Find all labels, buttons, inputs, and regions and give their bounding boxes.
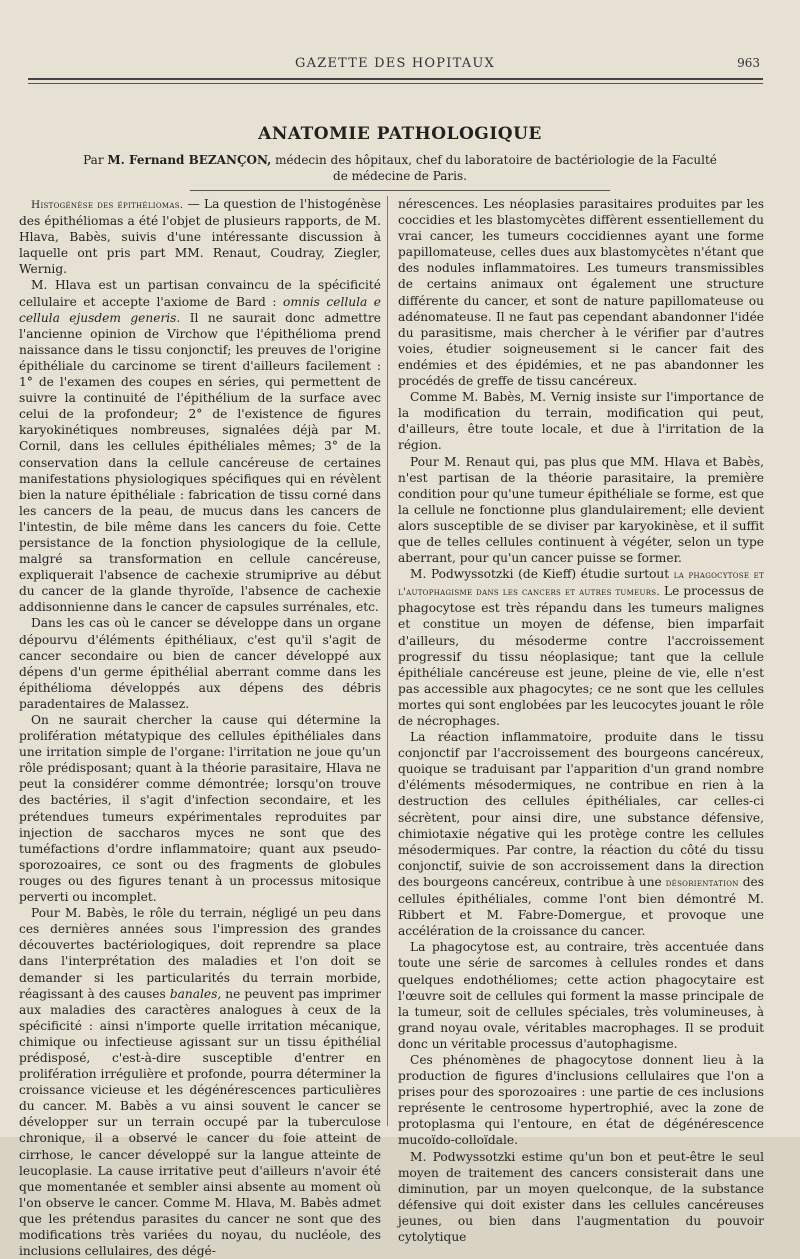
article-title: ANATOMIE PATHOLOGIQUE — [258, 124, 542, 144]
paragraph-text: des cellules épithéliales, comme l'ont bien démontré M. Ribbert et M. Fabre-Domergue, et provoque une accélération de la croissance du cancer. — [398, 874, 764, 939]
smallcaps-term: désorientation — [665, 876, 739, 889]
paragraph-text: M. Hlava est un partisan convaincu de la spécificité cellulaire et accepte l'axiome de Bard : — [19, 278, 381, 309]
paragraph-text: Pour M. Babès, le rôle du terrain, négligé un peu dans ces dernières années sous l'impression des grandes découvertes bactériologiques, doit reprendre sa place dans l'interprétation des maladies et l'on doit se demander si les particularités du terrain morbide, réagissant à des causes — [19, 906, 381, 1001]
byline-prefix: Par — [83, 153, 108, 167]
byline — [80, 152, 720, 184]
author-name: M. Fernand BEZANÇON, — [107, 153, 272, 167]
column-divider — [387, 196, 388, 1126]
section-lead: Histogénèse des épithéliomas. — [31, 199, 184, 211]
paragraph: nérescences. Les néoplasies parasitaires produites par les coccidies et les blastomycètes diffèrent essentiellement du vrai cancer, les tumeurs coccidiennes ayant une forme papillomateuse, celles dues aux blastomycètes n'étant que des nodules inflammatoires. Les tumeurs transmissibles de certains animaux ont également une structure différente du cancer, et sont de nature papillomateuse ou adénomateuse. Il ne faut pas cependant abandonner l'idée du parasitisme, mais chercher à le vérifier par d'autres voies, étudier soigneusement si le cancer fait des endémies et des épidémies, et ne pas abandonner les procédés de greffe de tissu cancéreux. — [398, 197, 764, 389]
paragraph-text: — La question de l'histogénèse des épithéliomas a été l'objet de plusieurs rapports, de M. Hlava, Babès, suivis d'une intéressante discussion à laquelle ont pris part MM. Renaut, Coudray, Ziegler, Wernig. — [19, 197, 381, 277]
paragraph: Comme M. Babès, M. Vernig insiste sur l'importance de la modification du terrain, modification qui peut, d'ailleurs, être toute locale, et due à l'irritation de la région. — [398, 390, 764, 453]
running-title: GAZETTE DES HOPITAUX — [295, 56, 495, 71]
paragraph: Ces phénomènes de phagocytose donnent lieu à la production de figures d'inclusions cellulaires que l'on a prises pour des sporozoaires : une partie de ces inclusions représente le centrosome hypertrophié, avec la zone de protoplasma qui l'entoure, en état de dégénérescence mucoïdo-colloïdale. — [398, 1052, 764, 1148]
right-column — [398, 196, 764, 1245]
paragraph-text: Le processus de phagocytose est très répandu dans les tumeurs malignes et constitue un moyen de défense, bien imparfait d'ailleurs, du mésoderme contre l'accroissement progressif du tissu néoplasique; tant que la cellule épithéliale cancéreuse est jeune, pleine de vie, elle n'est pas accessible aux phagocytes; ce ne sont que les cellules mortes qui sont englobées par les leucocytes jouant le rôle de nécrophages. — [398, 584, 764, 728]
paragraph — [19, 196, 381, 277]
paragraph: On ne saurait chercher la cause qui détermine la prolifération métatypique des cellules épithéliales dans une irritation simple de l'organe: l'irritation ne joue qu'un rôle prédisposant; quant à la théorie parasitaire, Hlava ne peut la considérer comme démontrée; lorsqu'on trouve des bactéries, il s'agit d'infection secondaire, et les prétendues tumeurs expérimentales reproduites par injection de saccharos myces ne sont que des tuméfactions d'ordre inflammatoire; quant aux pseudo-sporozoaires, ce sont ou des fragments de globules rouges ou des figures tenant à un processus mitosique perverti ou incomplet. — [19, 713, 381, 905]
paragraph-text: M. Podwyssotzki (de Kieff) étudie surtout — [410, 567, 674, 582]
left-column — [19, 196, 381, 1259]
paragraph-text: ne peuvent pas imprimer aux maladies des caractères analogues à ceux de la spécificité : ainsi n'importe quelle irritation mécanique, chimique ou infectieuse agissant sur un tissu épithélial prédisposé, c'est-à-dire susceptible d'entrer en prolifération irrégulière et profonde, pourra déterminer la croissance vicieuse et les dégénérescences particulières du cancer. M. Babès a vu ainsi souvent le cancer se développer sur un terrain occupé par la tuberculose chronique, il a observé le cancer du foie atteint de cirrhose, le cancer développé sur la langue atteinte de leucoplasie. La cause irritative peut d'ailleurs n'avoir été que momentanée et sembler ainsi absente au moment où l'on observe le cancer. Comme M. Hlava, M. Babès admet que les prétendus parasites du cancer ne sont que des modifications très variées du noyau, du nucléole, des inclusions cellulaires, des dégé- — [19, 986, 381, 1259]
paragraph: M. Podwyssotzki estime qu'un bon et peut-être le seul moyen de traitement des cancers consisterait dans une diminution, par un moyen quelconque, de la substance défensive qui doit exister dans les cellules cancéreuses jeunes, ou bien dans l'augmentation du pouvoir cytolytique — [398, 1149, 764, 1244]
latin-axiom: omnis cellula e cellula ejusdem generis. — [19, 294, 381, 325]
byline-affiliation: médecin des hôpitaux, chef du laboratoire de bactériologie de la Faculté de médecine de Paris. — [271, 153, 717, 183]
paragraph: La phagocytose est, au contraire, très accentuée dans toute une série de sarcomes à cellules rondes et dans quelques endothéliomes; cette action phagocytaire est l'œuvre soit de cellules qui forment la masse principale de la tumeur, soit de cellules spéciales, très volumineuses, à grand noyau ovale, véritables macrophages. Il se produit donc un véritable processus d'autophagisme. — [398, 940, 764, 1051]
byline-rule — [190, 190, 610, 191]
smallcaps-topic: la phagocytose et l'autophagisme dans les cancers et autres tumeurs. — [398, 569, 765, 599]
paragraph-text: La réaction inflammatoire, produite dans le tissu conjonctif par l'accroissement des bourgeons cancéreux, quoique se traduisant par l'apparition d'un grand nombre d'éléments mésodermiques, ne contribue en rien à la destruction des cellules épithéliales, car celles-ci sécrètent, pour ainsi dire, une substance défensive, chimiotaxie négative qui les protège contre les cellules mésodermiques. Par contre, la réaction du côté du tissu conjonctif, suivie de son accroissement dans la direction des bourgeons cancéreux, contribue à une — [398, 730, 764, 889]
header-rule-thick — [28, 78, 763, 80]
running-header — [30, 56, 760, 80]
paragraph — [398, 729, 764, 939]
page-number: 963 — [737, 56, 760, 70]
paragraph: Dans les cas où le cancer se développe dans un organe dépourvu d'éléments épithéliaux, c'est qu'il s'agit de cancer secondaire ou bien de cancer développé aux dépens d'un germe épithélial aberrant comme dans les épithélioma développés aux dépens des débris paradentaires de Malassez. — [19, 616, 381, 711]
paragraph — [398, 566, 764, 729]
paragraph — [19, 277, 381, 615]
paragraph — [19, 905, 381, 1259]
header-rule-thin — [28, 83, 763, 84]
paragraph: Pour M. Renaut qui, pas plus que MM. Hlava et Babès, n'est partisan de la théorie parasitaire, la première condition pour qu'une tumeur épithéliale se forme, est que la cellule ne fonctionne plus glandulairement; elle devient alors susceptible de se diviser par karyokinèse, et il suffit que de telles cellules continuent à végéter, selon un type aberrant, pour qu'un cancer puisse se former. — [398, 454, 764, 566]
paragraph-text: Il ne saurait donc admettre l'ancienne opinion de Virchow que l'épithélioma prend naissance dans le tissu conjonctif; les preuves de l'origine épithéliale du carcinome se tirent d'ailleurs facilement : 1° de l'examen des coupes en séries, qui permettent de suivre la continuité de l'épithélium de la surface avec celui de la profondeur; 2° de l'existence de figures karyokinétiques nombreuses, signalées déjà par M. Cornil, dans les cellules épithéliales mêmes; 3° de la conservation dans la cellule cancéreuse de certaines manifestations physiologiques spécifiques qui en révèlent bien la nature épithéliale : fabrication de tissu corné dans les cancers de la peau, de mucus dans les cancers de l'intestin, de bile même dans les cancers du foie. Cette persistance de la fonction physiologique de la cellule, malgré sa transformation en cellule cancéreuse, expliquerait l'absence de cachexie strumiprive au début du cancer de la glande thyroïde, l'absence de cachexie addisonnienne dans le cancer de capsules surrénales, etc. — [19, 310, 381, 615]
italic-term: banales, — [169, 986, 222, 1001]
